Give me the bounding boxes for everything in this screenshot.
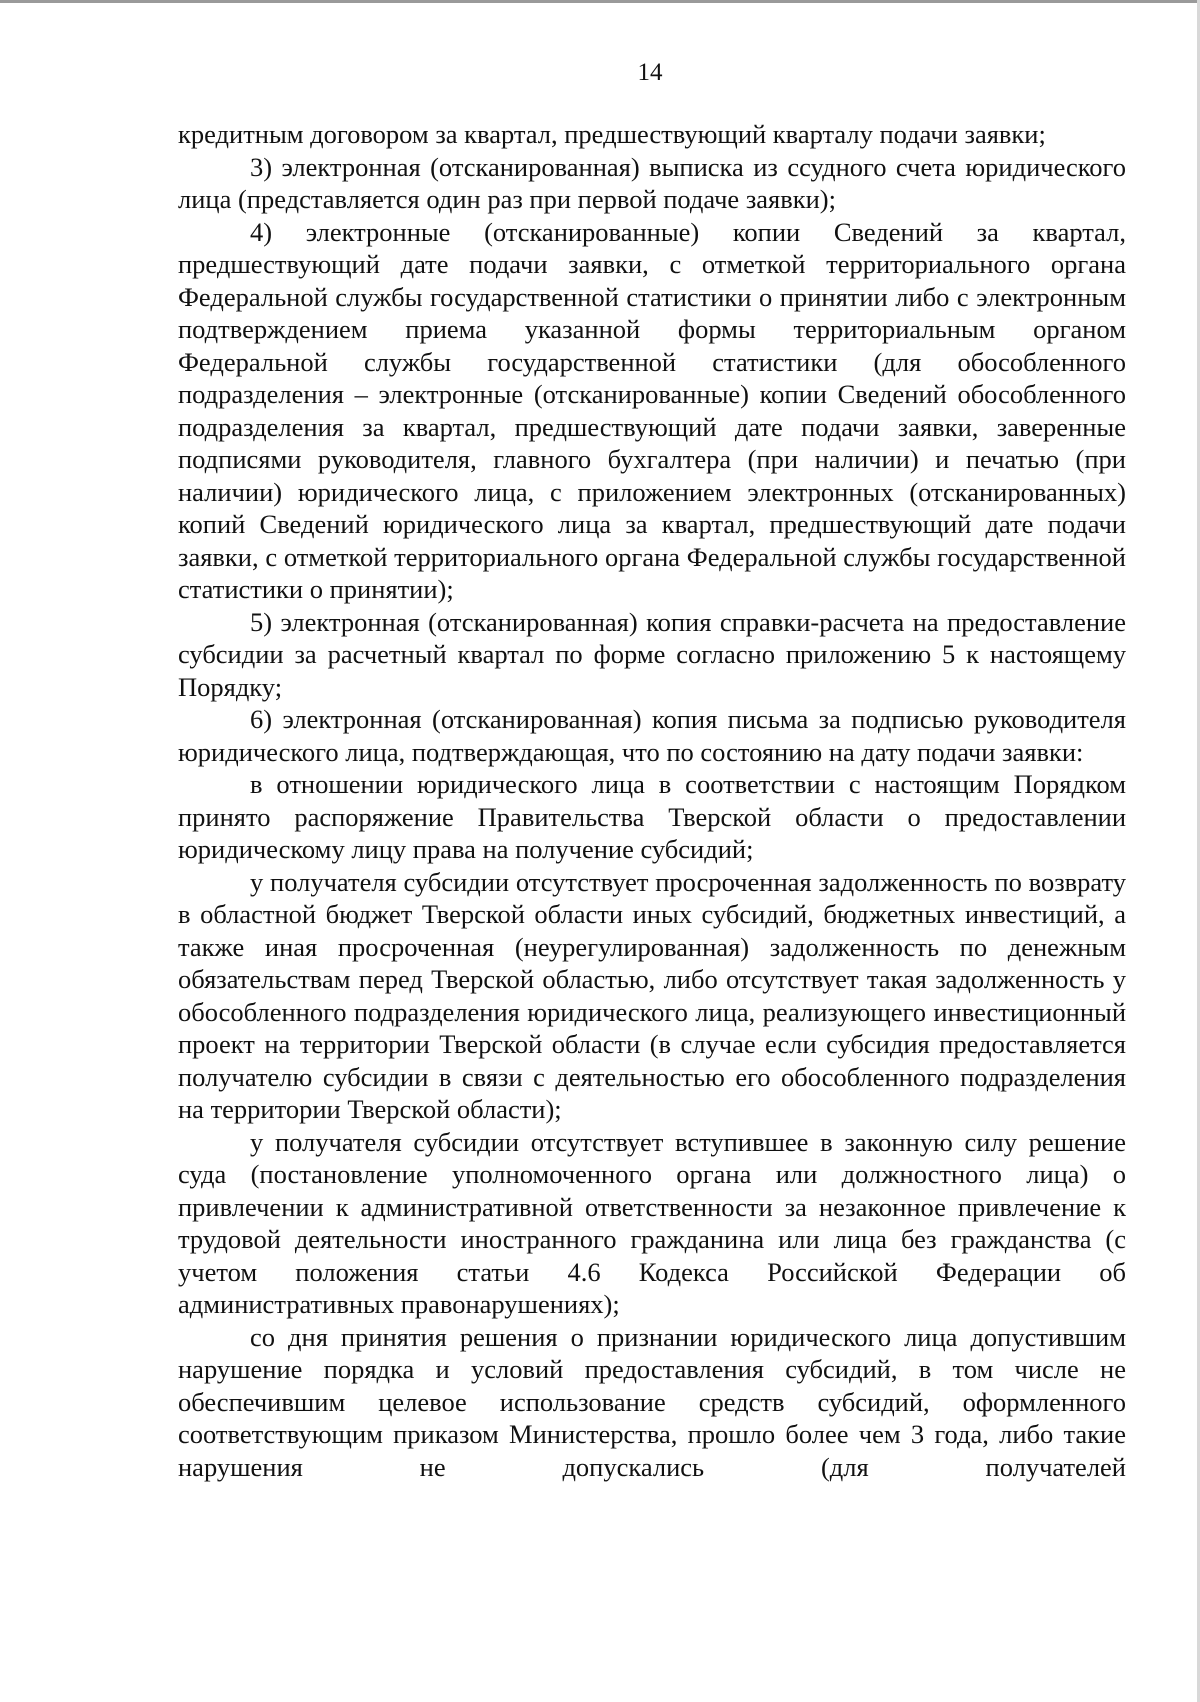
paragraph-item-4-statistics-copies: 4) электронные (отсканированные) копии Сведений за квартал, предшествующий дате подачи заявки, с отметкой территориального органа Федеральной службы государственной статистики о принятии либо с электронным подтверждением приема указанной формы территориальным органом Федеральной службы государственной статистики (для обособленного подразделения – электронные (отсканированные) копии Сведений обособленного подразделения за квартал, предшествующий дате подачи заявки, заверенные подписями руководителя, главного бухгалтера (при наличии) и печатью (при наличии) юридического лица, с приложением электронных (отсканированных) копий Сведений юридического лица за квартал, предшествующий дате подачи заявки, с отметкой территориального органа Федеральной службы государственной статистики о принятии); — [178, 216, 1126, 604]
paragraph-no-court-decision: у получателя субсидии отсутствует вступившее в законную силу решение суда (постановление уполномоченного органа или должностного лица) о привлечении к административной ответственности за незаконное привлечение к трудовой деятельности иностранного гражданина или лица без гражданства (с учетом положения статьи 4.6 Кодекса Российской Федерации об административных правонарушениях); — [178, 1126, 1126, 1319]
paragraph-no-overdue-debt: у получателя субсидии отсутствует просроченная задолженность по возврату в областной бюджет Тверской области иных субсидий, бюджетных инвестиций, а также иная просроченная (неурегулированная) задолженность по денежным обязательствам перед Тверской областью, либо отсутствует такая задолженность у обособленного подразделения юридического лица, реализующего инвестиционный проект на территории Тверской области (в случае если субсидия предоставляется получателю субсидии в связи с деятельностью его обособленного подразделения на территории Тверской области); — [178, 866, 1126, 1124]
scan-top-edge — [0, 0, 1200, 3]
paragraph-item-6-confirmation-letter: 6) электронная (отсканированная) копия письма за подписью руководителя юридического лица, подтверждающая, что по состоянию на дату подачи заявки: — [178, 704, 1126, 767]
page-number: 14 — [637, 59, 663, 86]
paragraph-item-5-calculation-certificate: 5) электронная (отсканированная) копия справки-расчета на предоставление субсидии за расчетный квартал по форме согласно приложению 5 к настоящему Порядку; — [178, 606, 1126, 702]
paragraph-credit-agreement: кредитным договором за квартал, предшествующий кварталу подачи заявки; — [178, 119, 1046, 149]
paragraph-no-violations: со дня принятия решения о признании юридического лица допустившим нарушение порядка и условий предоставления субсидий, в том числе не обеспечившим целевое использование средств субсидий, оформленного соответствующим приказом Министерства, прошло более чем 3 года, либо такие нарушения не допускались (для получателей — [178, 1321, 1126, 1482]
paragraph-item-3-loan-account-statement: 3) электронная (отсканированная) выписка из ссудного счета юридического лица (представляется один раз при первой подаче заявки); — [178, 151, 1126, 214]
paragraph-government-order: в отношении юридического лица в соответствии с настоящим Порядком принято распоряжение Правительства Тверской области о предоставлении юридическому лицу права на получение субсидий; — [178, 769, 1126, 864]
document-body — [178, 118, 1126, 1483]
